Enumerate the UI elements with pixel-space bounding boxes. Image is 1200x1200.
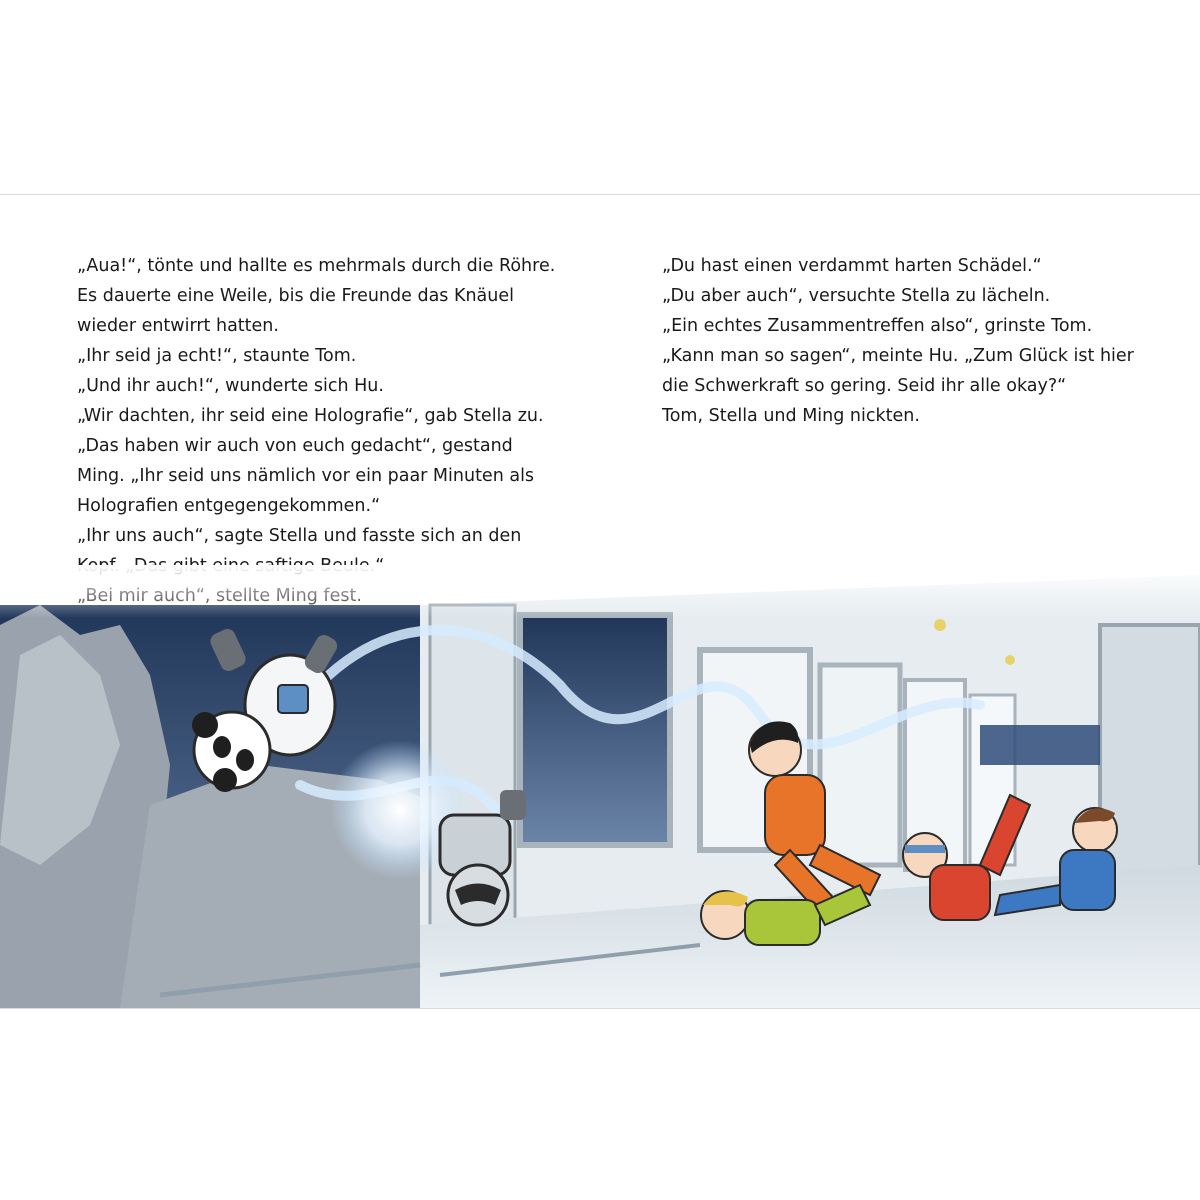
text-line: „Du hast einen verdammt harten Schädel.“	[662, 256, 1042, 276]
text-line: „Kann man so sagen“, meinte Hu. „Zum Glück ist hier	[662, 346, 1134, 366]
text-line: „Das haben wir auch von euch gedacht“, gestand	[77, 436, 513, 456]
space-station-illustration	[0, 565, 1200, 1008]
text-line: wieder entwirrt hatten.	[77, 316, 279, 336]
text-line: Es dauerte eine Weile, bis die Freunde das Knäuel	[77, 286, 514, 306]
text-line: „Ihr uns auch“, sagte Stella und fasste sich an den	[77, 526, 522, 546]
text-line: „Ihr seid ja echt!“, staunte Tom.	[77, 346, 357, 366]
text-line: Ming. „Ihr seid uns nämlich vor ein paar Minuten als	[77, 466, 535, 486]
book-spread	[0, 194, 1200, 1009]
right-page-text	[662, 251, 1142, 431]
text-line: „Wir dachten, ihr seid eine Holografie“, gab Stella zu.	[77, 406, 544, 426]
text-line: Holografien entgegengekommen.“	[77, 496, 381, 516]
text-line: Tom, Stella und Ming nickten.	[662, 406, 920, 426]
text-line: „Ein echtes Zusammentreffen also“, grinste Tom.	[662, 316, 1093, 336]
text-line: die Schwerkraft so gering. Seid ihr alle okay?“	[662, 376, 1067, 396]
left-page-text	[77, 251, 556, 611]
text-line: „Und ihr auch!“, wunderte sich Hu.	[77, 376, 384, 396]
text-line: „Aua!“, tönte und hallte es mehrmals durch die Röhre.	[77, 256, 556, 276]
text-line: „Du aber auch“, versuchte Stella zu lächeln.	[662, 286, 1051, 306]
